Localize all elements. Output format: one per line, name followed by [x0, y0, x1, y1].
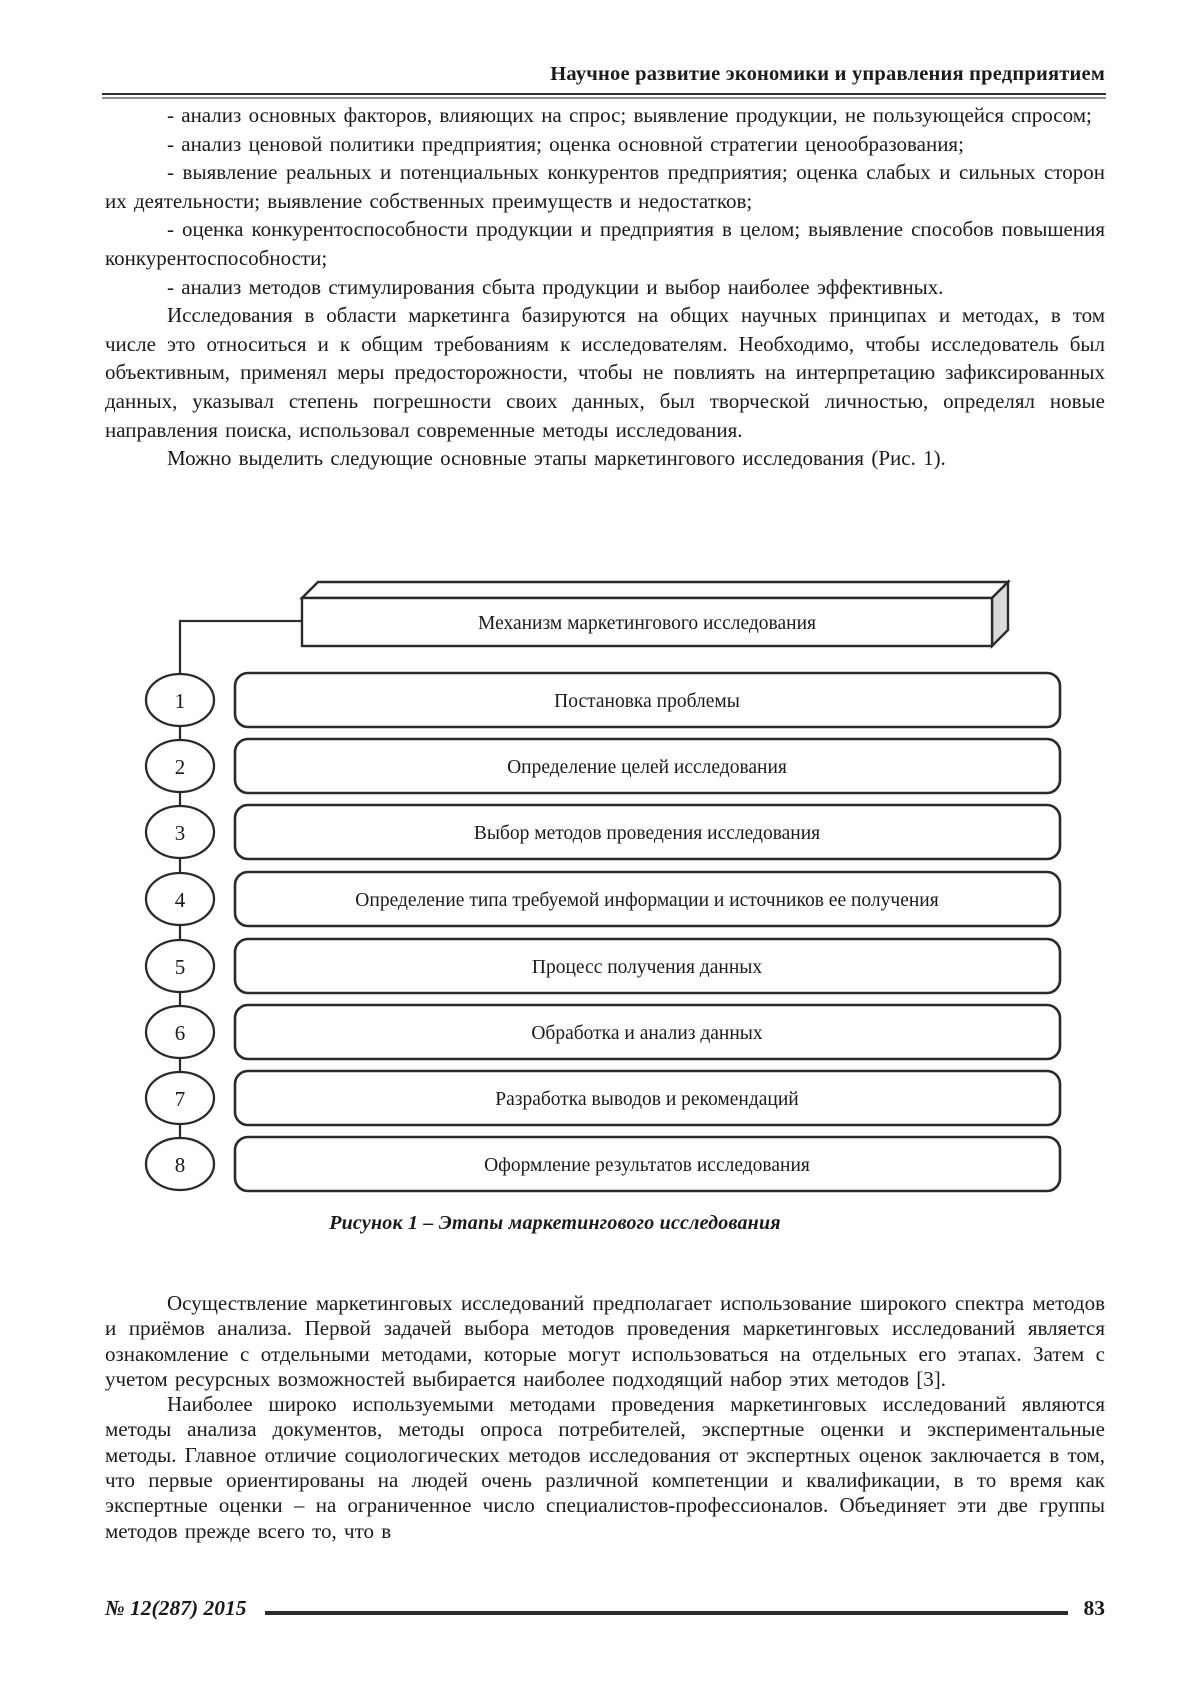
figure-1-diagram [0, 540, 1200, 1200]
step-row-2 [146, 739, 1060, 793]
title-box-label: Механизм маркетингового исследования [477, 613, 817, 634]
step-label: Выбор методов проведения исследования [473, 823, 821, 844]
step-row-4 [146, 872, 1060, 926]
list-item: - выявление реальных и потенциальных конкурентов предприятия; оценка слабых и сильных сторон их деятельности; выявление собственных преимуществ и недостатков; [105, 160, 1105, 213]
step-label: Разработка выводов и рекомендаций [495, 1089, 799, 1110]
step-number: 7 [174, 1087, 186, 1111]
paragraph: Можно выделить следующие основные этапы маркетингового исследования (Рис. 1). [167, 446, 946, 471]
step-number: 4 [174, 888, 186, 912]
paragraph: Наиболее широко используемыми методами проведения маркетинговых исследований являются методы анализа документов, методы опроса потребителей, экспертные оценки и экспериментальные методы. Главное отличие социологических методов исследования от экспертных оценок заключается в том, что первые ориентированы на людей очень различной компетенции и квалификации, в то время как экспертные оценки – на ограниченное число специалистов-профессионалов. Объединяет эти две группы методов прежде всего то, что в [105, 1392, 1105, 1543]
step-number: 8 [174, 1153, 186, 1177]
running-header: Научное развитие экономики и управления предприятием [550, 63, 1105, 85]
title-box-top-face [302, 582, 1008, 598]
step-number: 3 [174, 821, 186, 845]
paragraph: Осуществление маркетинговых исследований предполагает использование широкого спектра методов и приёмов анализа. Первой задачей выбора методов проведения маркетинговых исследований является ознакомление с отдельными методами, которые могут использоваться на отдельных его этапах. Затем с учетом ресурсных возможностей выбирается наиболее подходящий набор этих методов [3]. [105, 1291, 1105, 1391]
step-label: Процесс получения данных [531, 957, 763, 978]
list-item: - анализ основных факторов, влияющих на спрос; выявление продукции, не пользующейся спросом; [167, 103, 1092, 127]
body-text-bottom [105, 1291, 1105, 1544]
step-row-8 [146, 1137, 1060, 1191]
connector-title-to-steps [180, 621, 302, 674]
step-number: 6 [174, 1021, 186, 1045]
page-footer [105, 1596, 1105, 1621]
list-item: - оценка конкурентоспособности продукции и предприятия в целом; выявление способов повышения конкурентоспособности; [105, 217, 1105, 270]
footer-rule [265, 1611, 1068, 1615]
figure-caption: Рисунок 1 – Этапы маркетингового исследования [329, 1212, 781, 1234]
step-label: Обработка и анализ данных [531, 1023, 763, 1044]
step-row-7 [146, 1071, 1060, 1125]
header-rule [102, 93, 1106, 99]
page-number: 83 [1083, 1596, 1105, 1620]
paragraph: Исследования в области маркетинга базируются на общих научных принципах и методах, в том числе это относиться и к общим требованиям к исследователям. Необходимо, чтобы исследователь был объективным, применял меры предосторожности, чтобы не повлиять на интерпретацию зафиксированных данных, указывал степень погрешности своих данных, был творческой личностью, определял новые направления поиска, использовал современные методы исследования. [105, 303, 1105, 442]
list-item: - анализ методов стимулирования сбыта продукции и выбор наиболее эффективных. [167, 274, 944, 299]
step-number: 2 [174, 755, 186, 779]
step-row-5 [146, 939, 1060, 993]
step-row-1 [146, 673, 1060, 727]
mechanism-title-box [302, 582, 1008, 646]
step-number: 1 [174, 689, 186, 713]
step-row-3 [146, 805, 1060, 859]
step-label: Определение целей исследования [507, 757, 787, 778]
list-item: - анализ ценовой политики предприятия; оценка основной стратегии ценообразования; [167, 131, 964, 156]
step-number: 5 [174, 955, 186, 979]
step-label: Определение типа требуемой информации и источников ее получения [355, 890, 939, 911]
journal-issue: № 12(287) 2015 [105, 1596, 247, 1620]
body-text-top [105, 101, 1105, 473]
step-row-6 [146, 1005, 1060, 1059]
step-label: Оформление результатов исследования [484, 1155, 810, 1176]
step-label: Постановка проблемы [554, 691, 740, 712]
